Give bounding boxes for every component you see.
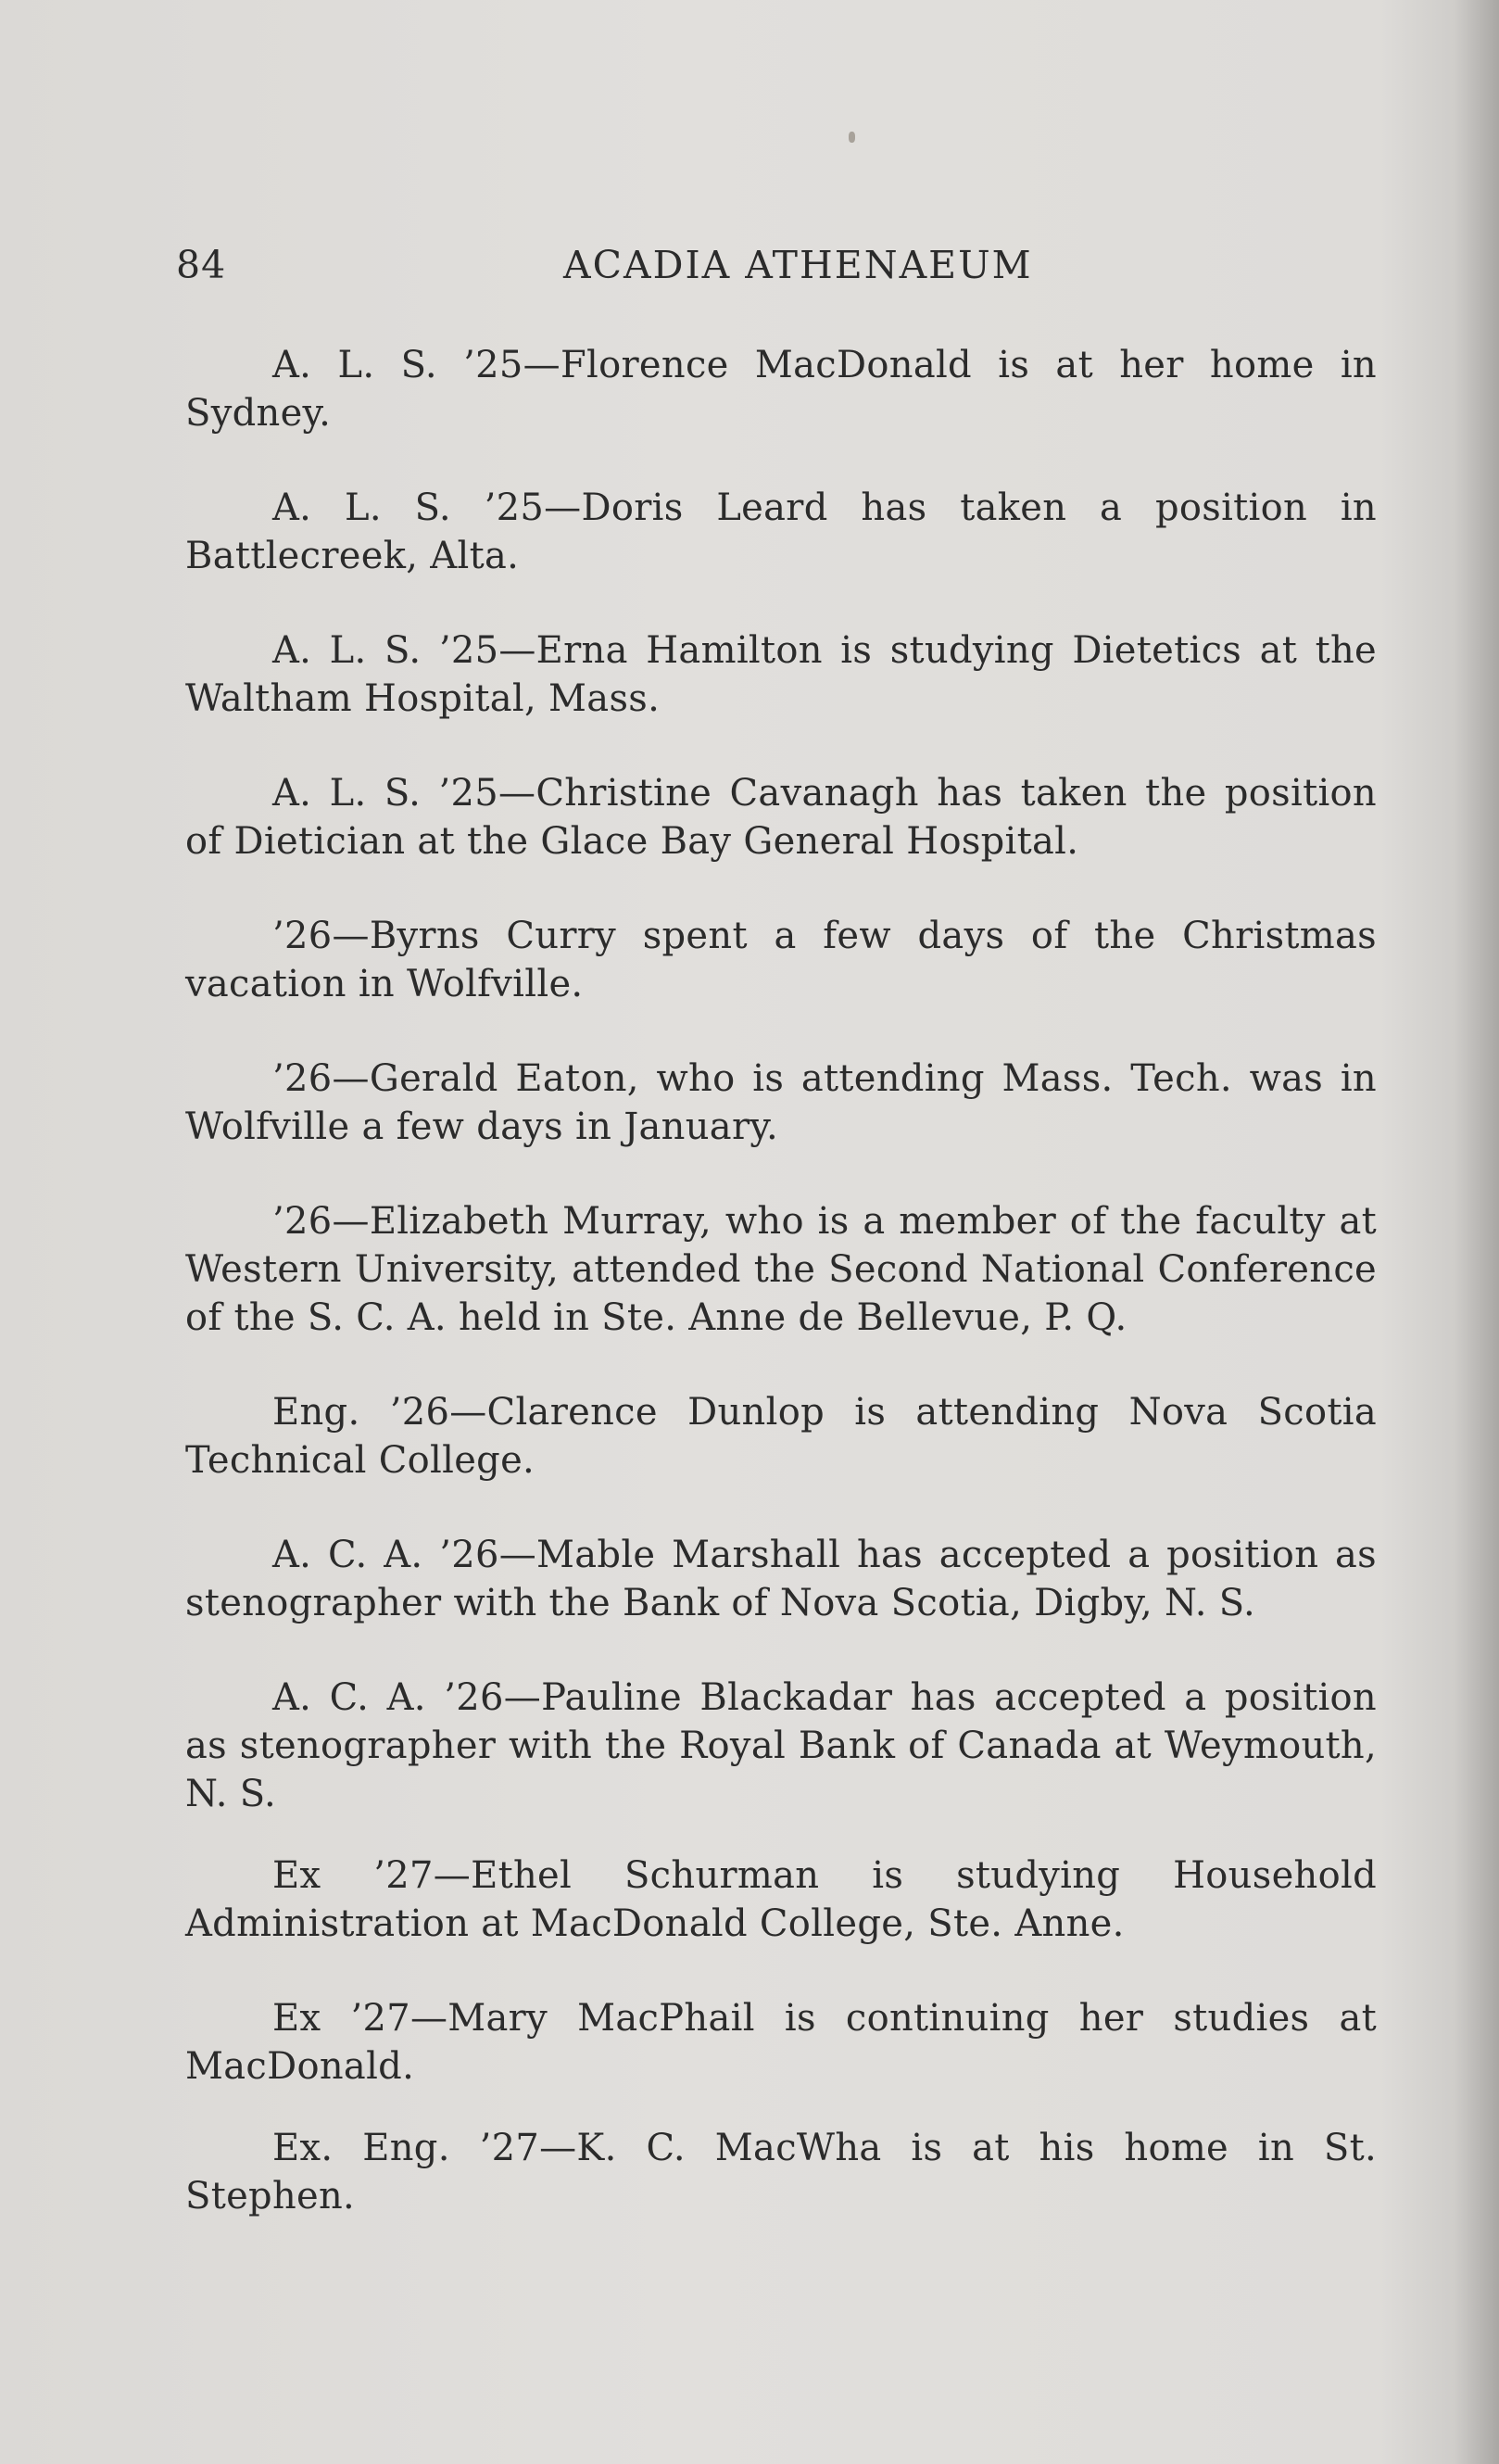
alumni-note: Ex. Eng. ’27—K. C. MacWha is at his home in St. Stephen. (185, 2127, 1377, 2218)
alumni-note: A. L. S. ’25—Christine Cavanagh has taken the position of Dietician at the Glace Bay General Hospital. (185, 772, 1377, 863)
alumni-note: ’26—Gerald Eaton, who is attending Mass. Tech. was in Wolfville a few days in January. (185, 1057, 1377, 1148)
page-number: 84 (176, 243, 227, 287)
alumni-note: A. L. S. ’25—Doris Leard has taken a position in Battlecreek, Alta. (185, 486, 1377, 577)
alumni-note: ’26—Byrns Curry spent a few days of the Christmas vacation in Wolfville. (185, 915, 1377, 1005)
running-head: ACADIA ATHENAEUM (563, 243, 1033, 287)
page-header (176, 243, 1380, 298)
alumni-note: A. L. S. ’25—Erna Hamilton is studying Dietetics at the Waltham Hospital, Mass. (185, 629, 1377, 720)
alumni-note: A. C. A. ’26—Pauline Blackadar has accepted a position as stenographer with the Royal Bank of Canada at Weymouth, N. S. (185, 1676, 1377, 1815)
alumni-note: A. C. A. ’26—Mable Marshall has accepted a position as stenographer with the Bank of Nova Scotia, Digby, N. S. (185, 1534, 1377, 1624)
alumni-note: ’26—Elizabeth Murray, who is a member of the faculty at Western University, attended the Second National Conference of the S. C. A. held in Ste. Anne de Bellevue, P. Q. (185, 1200, 1377, 1339)
paper-speck (849, 132, 855, 143)
alumni-note: Ex ’27—Ethel Schurman is studying Household Administration at MacDonald College, Ste. Anne. (185, 1854, 1377, 1945)
alumni-note: Eng. ’26—Clarence Dunlop is attending Nova Scotia Technical College. (185, 1391, 1377, 1482)
alumni-notes (185, 341, 1377, 2267)
alumni-note: A. L. S. ’25—Florence MacDonald is at her home in Sydney. (185, 344, 1377, 435)
alumni-note: Ex ’27—Mary MacPhail is continuing her studies at MacDonald. (185, 1997, 1377, 2088)
